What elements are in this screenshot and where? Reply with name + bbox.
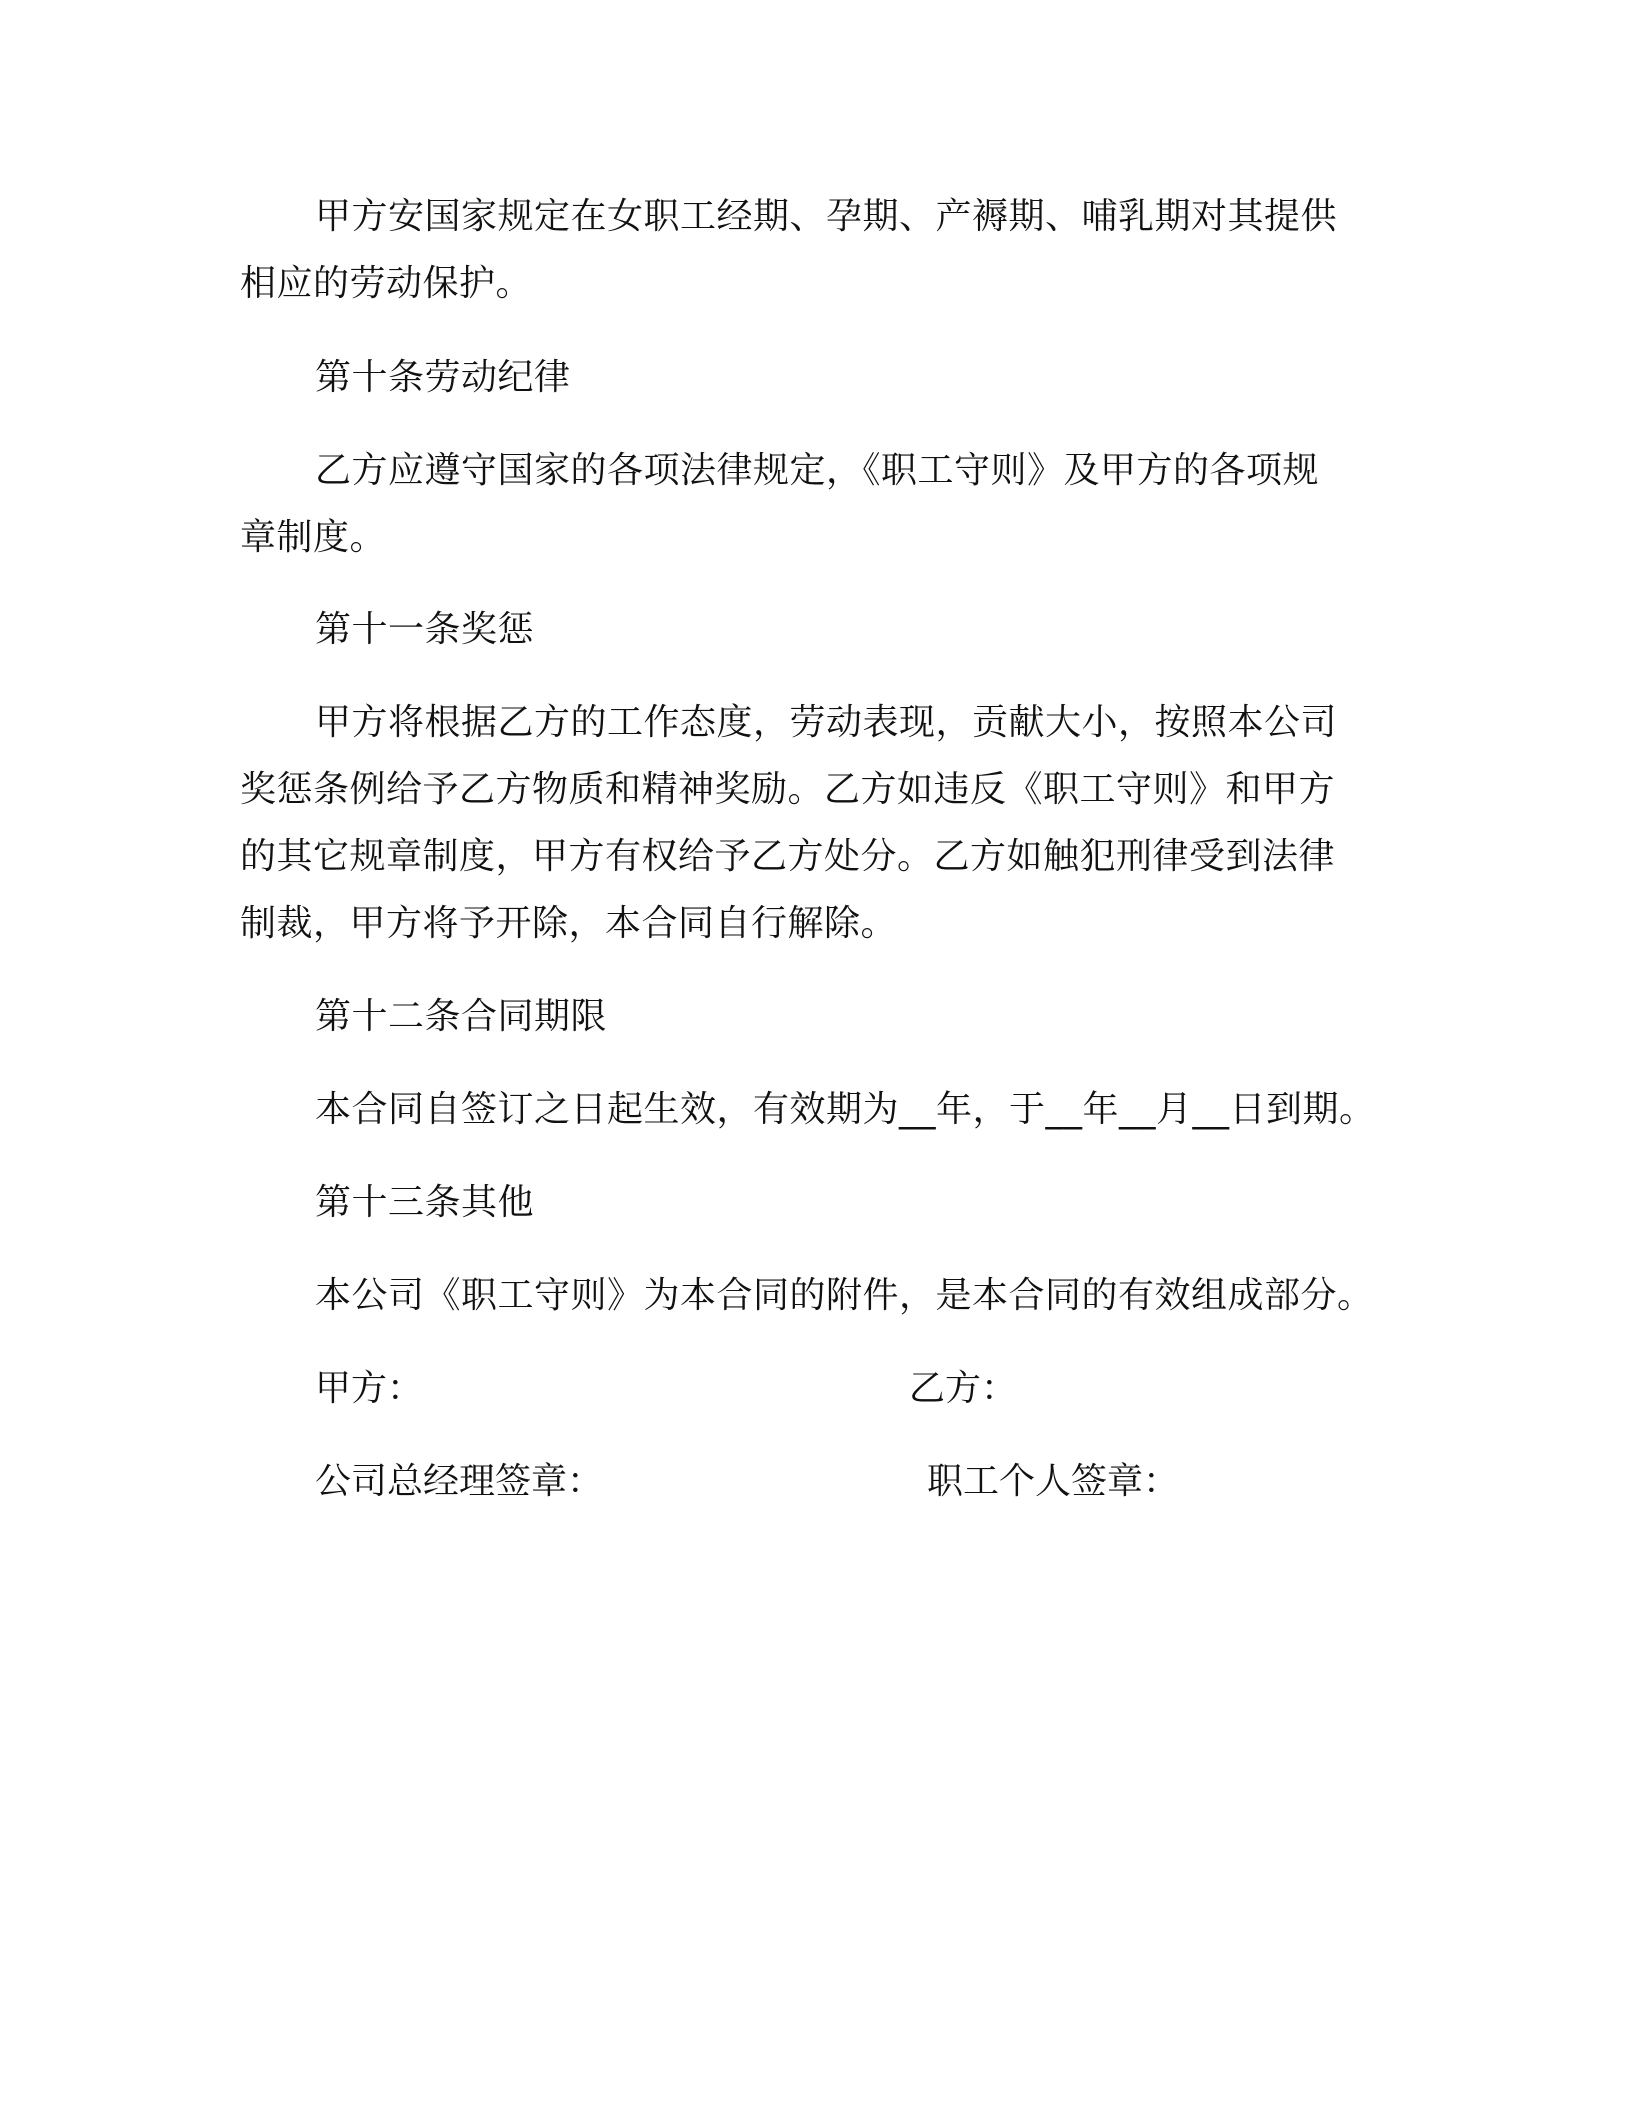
article-heading: 第十二条合同期限 [315, 996, 608, 1037]
paragraph-line: 本公司《职工守则》为本合同的附件，是本合同的有效组成部分。 [315, 1275, 1374, 1316]
article-10-heading [240, 344, 1360, 411]
paragraph-line: 甲方安国家规定在女职工经期、孕期、产褥期、哺乳期对其提供 [315, 196, 1338, 237]
article-12-body [240, 1076, 1376, 1143]
article-heading: 第十三条其他 [315, 1182, 535, 1223]
paragraph-line: 乙方应遵守国家的各项法律规定，《职工守则》及甲方的各项规 [315, 450, 1320, 491]
employee-signature-label: 职工个人签章： [927, 1461, 1180, 1502]
paragraph-line: 相应的劳动保护。 [240, 263, 533, 304]
paragraph-line: 章制度。 [240, 517, 387, 558]
article-heading: 第十条劳动纪律 [315, 357, 571, 398]
paragraph-line: 的其它规章制度，甲方有权给予乙方处分。乙方如触犯刑律受到法律 [240, 836, 1336, 877]
paragraph-maternity-protection [240, 183, 1360, 317]
article-11-heading [240, 596, 1360, 663]
article-13-heading [240, 1169, 1360, 1236]
article-heading: 第十一条奖惩 [315, 609, 535, 650]
paragraph-line: 奖惩条例给予乙方物质和精神奖励。乙方如违反《职工守则》和甲方 [240, 769, 1336, 810]
party-a-label: 甲方： [315, 1368, 424, 1409]
paragraph-line: 甲方将根据乙方的工作态度，劳动表现，贡献大小，按照本公司 [315, 702, 1338, 743]
signature-parties-row [315, 1355, 1415, 1422]
manager-signature-label: 公司总经理签章： [315, 1461, 604, 1502]
article-13-body [240, 1262, 1374, 1329]
party-b-label: 乙方： [909, 1368, 1018, 1409]
article-10-body [240, 437, 1360, 571]
article-11-body [240, 689, 1360, 957]
signature-seal-row [315, 1448, 1415, 1515]
paragraph-line: 本合同自签订之日起生效，有效期为__年，于__年__月__日到期。 [315, 1089, 1376, 1130]
article-12-heading [240, 983, 1360, 1050]
paragraph-line: 制裁，甲方将予开除，本合同自行解除。 [240, 903, 898, 944]
